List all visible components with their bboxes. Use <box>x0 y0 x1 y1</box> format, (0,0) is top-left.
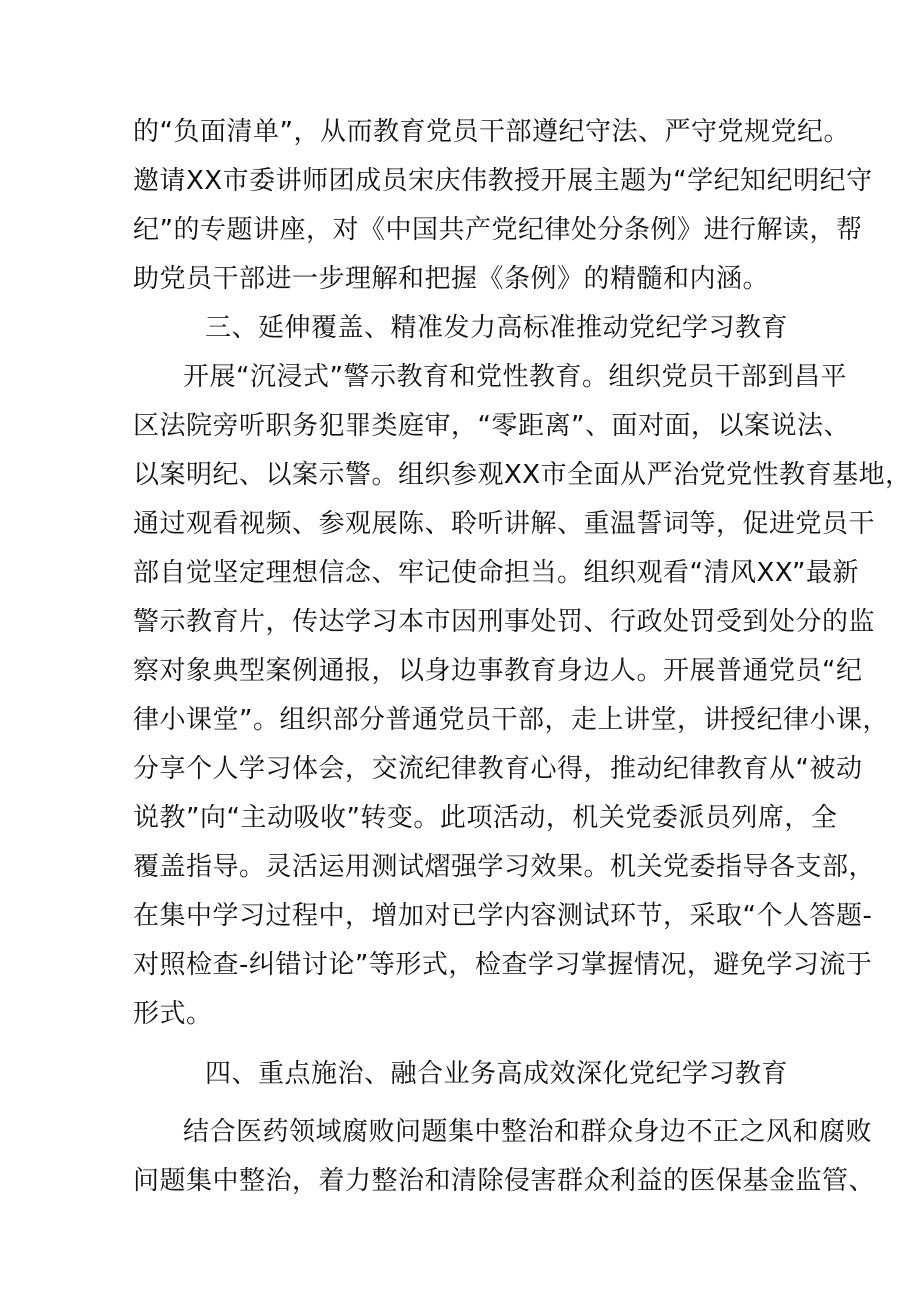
section-heading-3: 三、延伸覆盖、精准发力高标准推动党纪学习教育 <box>205 313 789 343</box>
text-line-21: 结合医药领域腐败问题集中整治和群众身边不正之风和腐败 <box>183 1117 873 1147</box>
text-line-12: 察对象典型案例通报，以身边事教育身边人。开展普通党员“纪 <box>133 656 863 686</box>
text-line-10: 部自觉坚定理想信念、牢记使命担当。组织观看“清风XX”最新 <box>133 558 860 588</box>
section-heading-4: 四、重点施治、融合业务高成效深化党纪学习教育 <box>205 1059 789 1089</box>
text-line-13: 律小课堂”。组织部分普通党员干部，走上讲堂，讲授纪律小课， <box>133 705 889 735</box>
text-line-18: 对照检查-纠错讨论”等形式，检查学习掌握情况，避免学习流于 <box>133 950 873 980</box>
text-line-4: 助党员干部进一步理解和把握《条例》的精髓和内涵。 <box>133 264 770 294</box>
text-line-9: 通过观看视频、参观展陈、聆听讲解、重温誓词等，促进党员干 <box>133 509 876 539</box>
text-line-14: 分享个人学习体会，交流纪律教育心得，推动纪律教育从“被动 <box>133 754 863 784</box>
text-line-19: 形式。 <box>133 999 213 1029</box>
text-line-15: 说教”向“主动吸收”转变。此项活动，机关党委派员列席，全 <box>133 803 838 833</box>
text-line-16: 覆盖指导。灵活运用测试熠强学习效果。机关党委指导各支部， <box>133 852 876 882</box>
text-line-11: 警示教育片，传达学习本市因刑事处罚、行政处罚受到处分的监 <box>133 607 876 637</box>
text-line-3: 纪”的专题讲座，对《中国共产党纪律处分条例》进行解读，帮 <box>133 215 863 245</box>
text-line-22: 问题集中整治，着力整治和清除侵害群众利益的医保基金监管、 <box>133 1166 876 1196</box>
text-line-2: 邀请XX市委讲师团成员宋庆伟教授开展主题为“学纪知纪明纪守 <box>133 166 873 196</box>
text-line-1: 的“负面清单”，从而教育党员干部遵纪守法、严守党规党纪。 <box>133 117 850 147</box>
text-line-6: 开展“沉浸式”警示教育和党性教育。组织党员干部到昌平 <box>183 362 847 392</box>
text-line-7: 区法院旁听职务犯罪类庭审，“零距离”、面对面，以案说法、 <box>133 411 850 441</box>
text-line-17: 在集中学习过程中，增加对已学内容测试环节，采取“个人答题- <box>133 901 873 931</box>
text-line-8: 以案明纪、以案示警。组织参观XX市全面从严治党党性教育基地， <box>133 460 912 490</box>
